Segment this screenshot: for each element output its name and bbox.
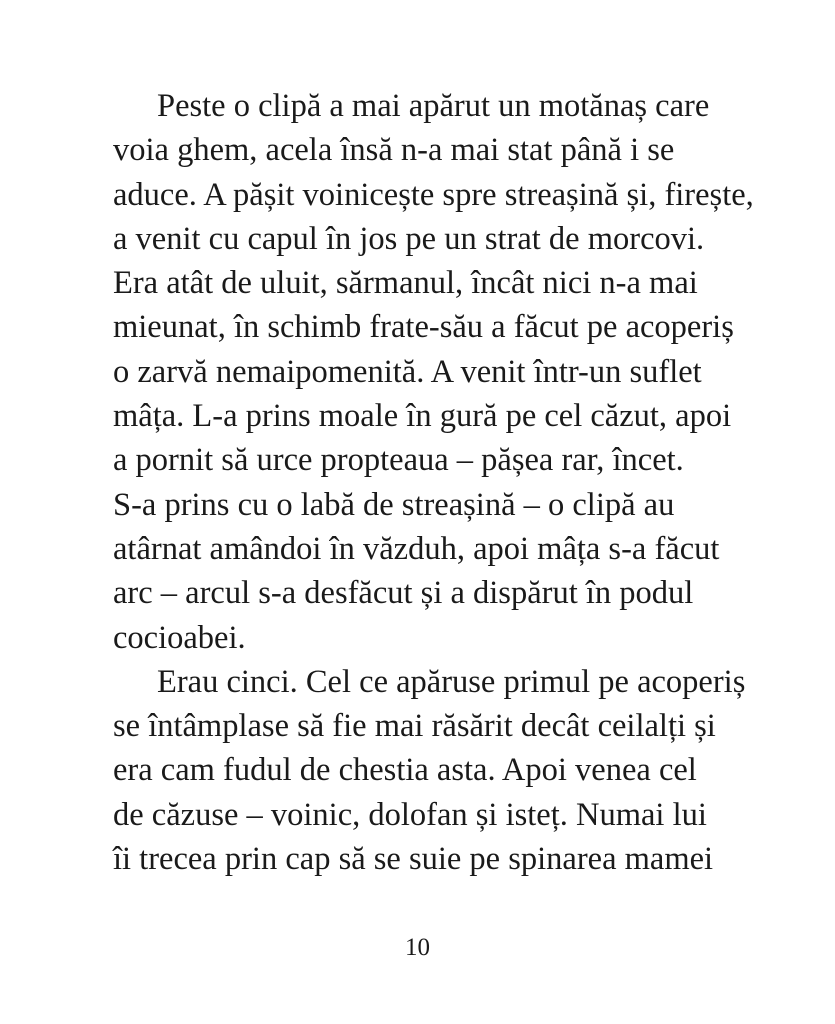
text-line: atârnat amândoi în văzduh, apoi mâța s-a făcut	[113, 530, 720, 567]
text-line: de căzuse – voinic, dolofan și isteț. Numai lui	[113, 796, 707, 833]
text-line: arc – arcul s-a desfăcut și a dispărut în podul	[113, 575, 694, 612]
text-line: voia ghem, acela însă n-a mai stat până i se	[113, 132, 675, 169]
paragraph-2	[113, 660, 753, 881]
text-line: mâța. L-a prins moale în gură pe cel căzut, apoi	[113, 398, 732, 435]
text-line: o zarvă nemaipomenită. A venit într-un suflet	[113, 353, 702, 390]
paragraph-1	[113, 84, 753, 660]
text-line: cocioabei.	[113, 619, 246, 656]
text-line: a venit cu capul în jos pe un strat de morcovi.	[113, 220, 705, 257]
text-line: mieunat, în schimb frate-său a făcut pe acoperiș	[113, 309, 734, 346]
text-line: îi trecea prin cap să se suie pe spinarea mamei	[113, 841, 714, 878]
body-text	[113, 84, 753, 881]
text-line: a pornit să urce propteaua – pășea rar, încet.	[113, 442, 684, 479]
text-line: Era atât de uluit, sărmanul, încât nici n-a mai	[113, 265, 698, 302]
text-line: se întâmplase să fie mai răsărit decât ceilalți și	[113, 708, 716, 745]
text-line: Peste o clipă a mai apărut un motănaș care	[157, 88, 710, 124]
text-line: S-a prins cu o labă de streașină – o clipă au	[113, 486, 675, 523]
text-line: Erau cinci. Cel ce apăruse primul pe acoperiș	[157, 663, 746, 700]
text-line: era cam fudul de chestia asta. Apoi venea cel	[113, 752, 697, 789]
text-line: aduce. A pășit voinicește spre streașină și, firește,	[113, 176, 754, 213]
page-number: 10	[405, 934, 430, 961]
